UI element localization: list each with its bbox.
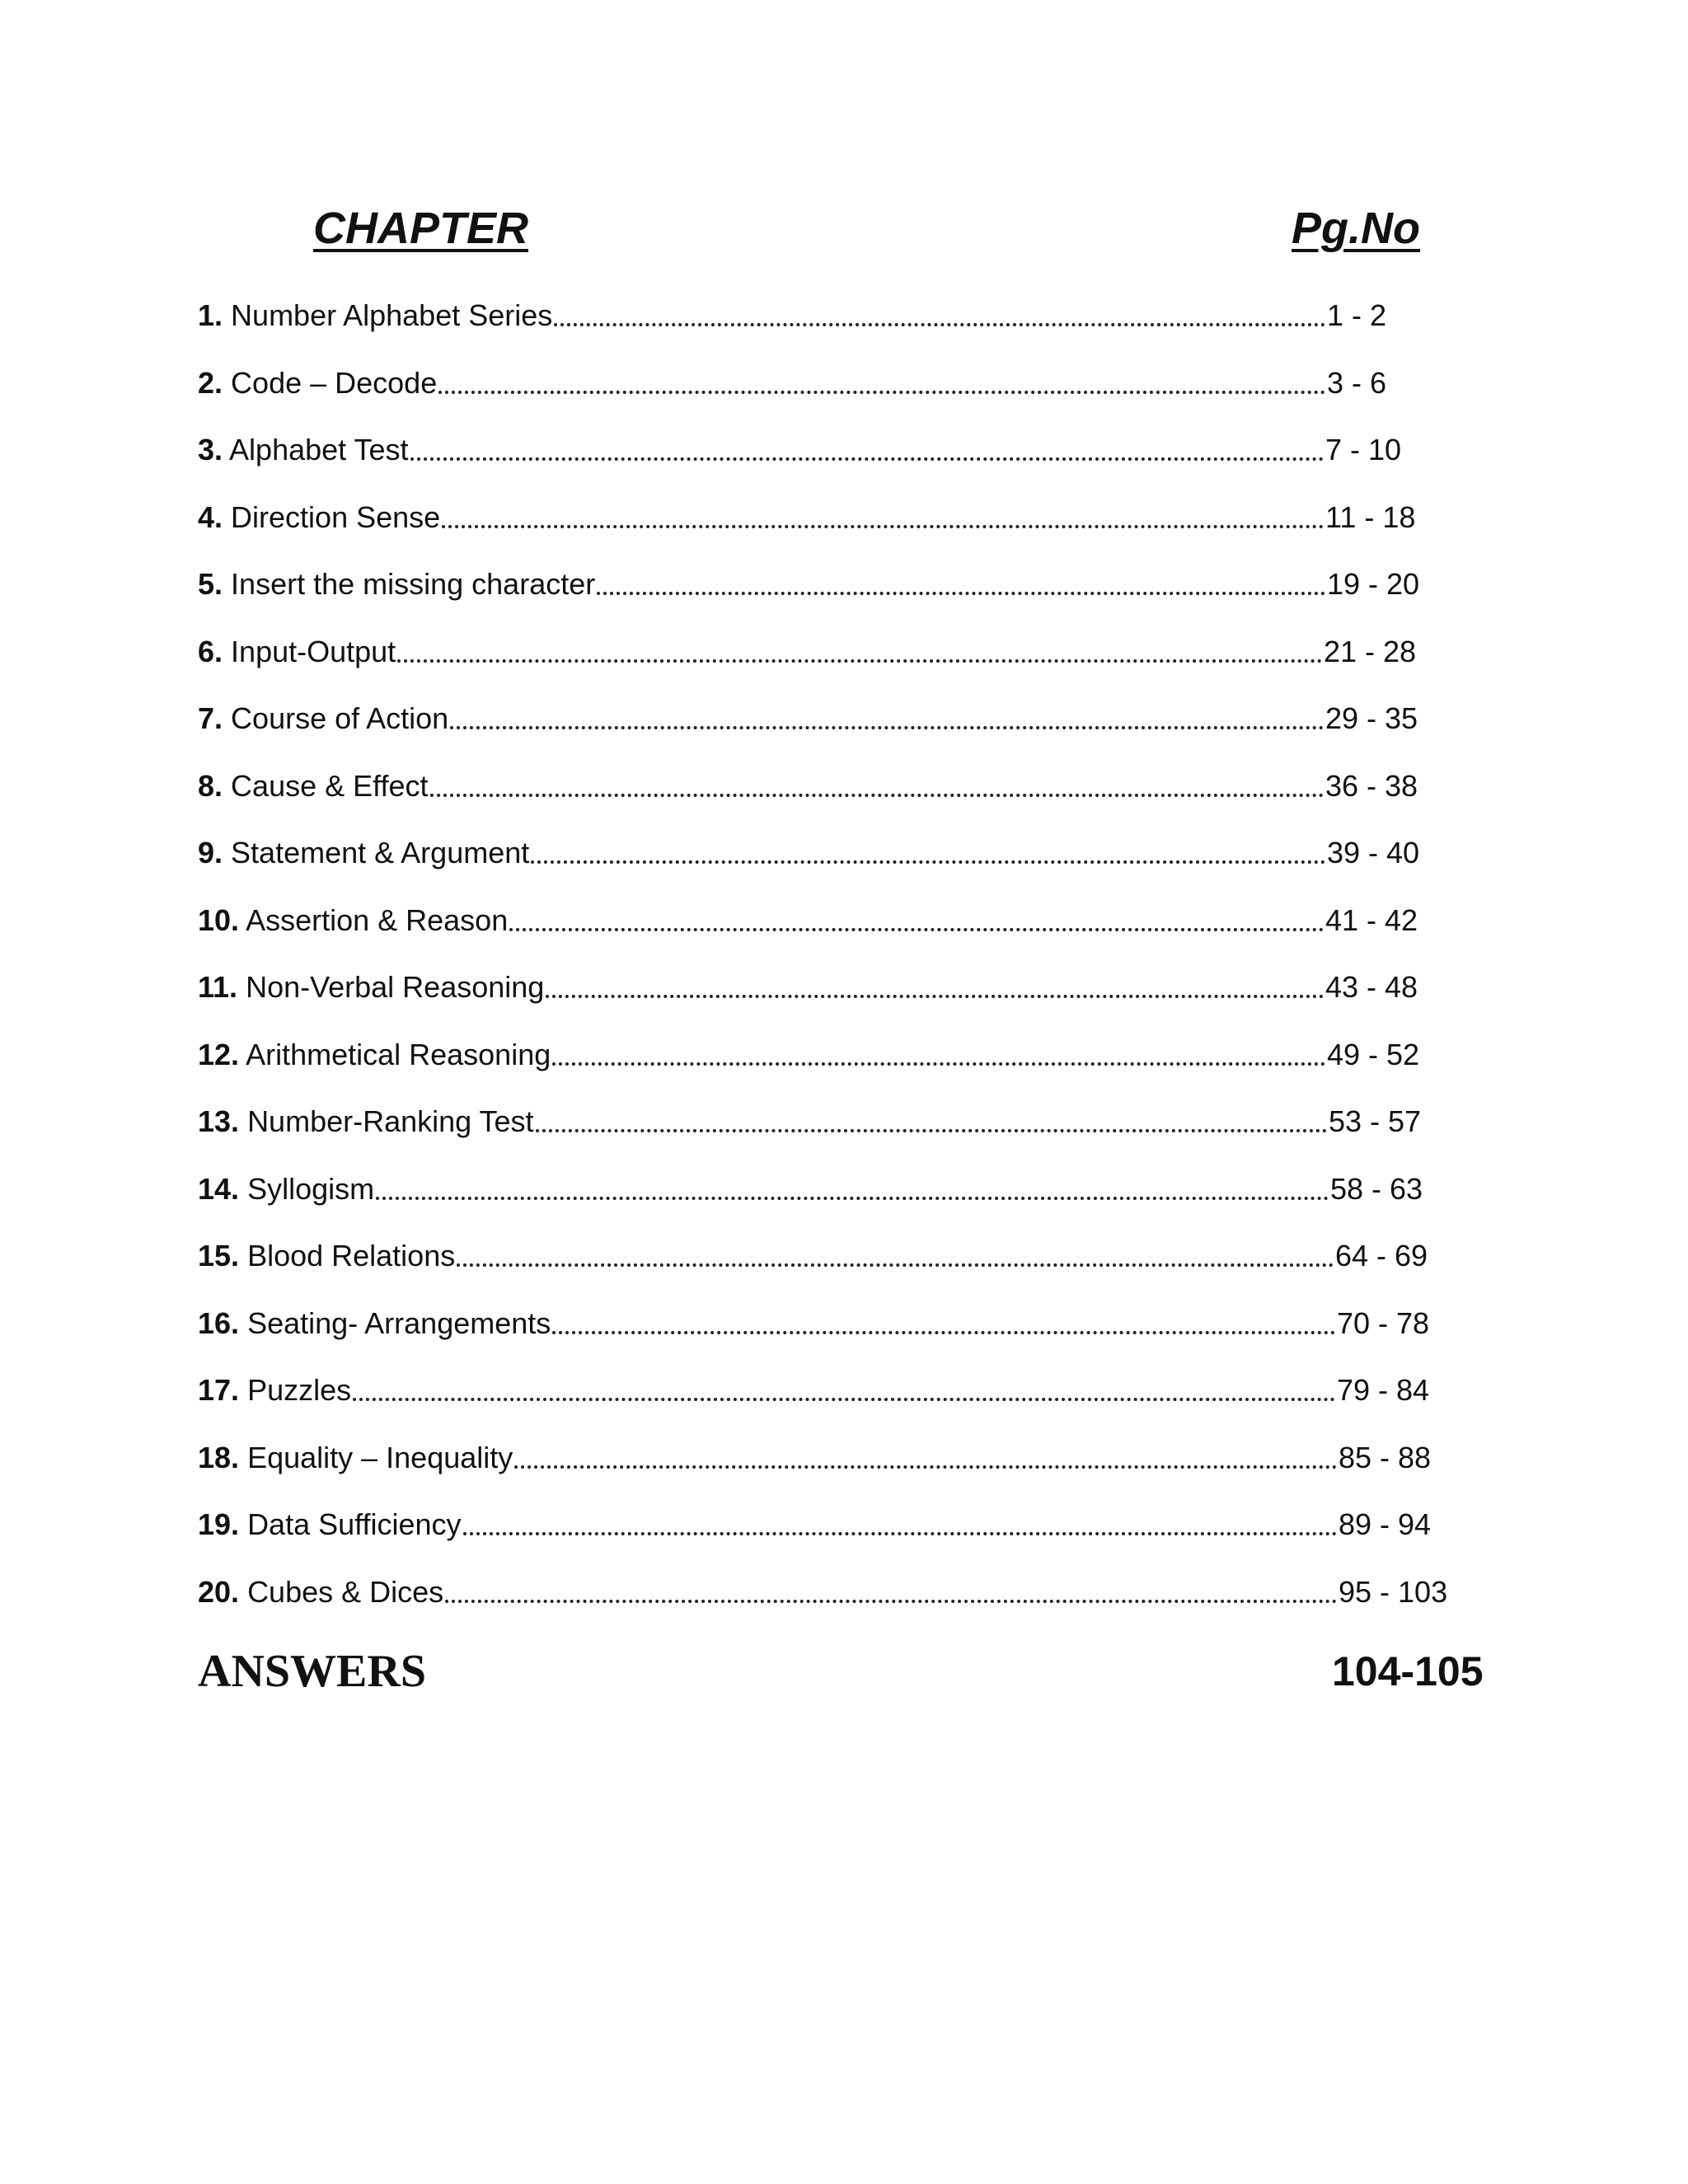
- toc-number: 7.: [198, 701, 223, 735]
- dot-leader: [531, 860, 1325, 864]
- toc-pages: 11 - 18: [1325, 499, 1416, 534]
- toc-row: [198, 698, 1484, 739]
- toc-number: 9.: [198, 836, 223, 869]
- toc-number: 8.: [198, 768, 223, 803]
- toc-title: Direction Sense: [231, 499, 441, 534]
- toc-title: Equality – Inequality: [247, 1440, 513, 1474]
- toc-pages: 21 - 28: [1324, 634, 1417, 668]
- dot-leader: [554, 323, 1325, 326]
- toc-number: 5.: [198, 567, 223, 601]
- page-number-heading: Pg.No: [1292, 204, 1420, 253]
- toc-row: [198, 1303, 1484, 1344]
- toc-number: 1.: [198, 298, 223, 332]
- dot-leader: [438, 391, 1325, 394]
- toc-number: 20.: [198, 1574, 240, 1609]
- toc-title: Arithmetical Reasoning: [246, 1037, 551, 1071]
- toc-row: [198, 1572, 1484, 1613]
- toc-number: 10.: [198, 902, 240, 937]
- toc-pages: 53 - 57: [1329, 1104, 1422, 1138]
- toc-row: [198, 766, 1484, 807]
- dot-leader: [457, 1263, 1334, 1267]
- toc-title: Input-Output: [231, 634, 396, 668]
- toc-title: Course of Action: [231, 701, 449, 735]
- toc-pages: 36 - 38: [1325, 768, 1418, 803]
- toc-pages: 39 - 40: [1327, 836, 1420, 869]
- dot-leader: [450, 726, 1324, 729]
- dot-leader: [397, 659, 1322, 663]
- toc-title: Blood Relations: [247, 1239, 456, 1272]
- toc-number: 18.: [198, 1440, 240, 1474]
- answers-label: ANSWERS: [198, 1646, 426, 1697]
- toc-pages: 7 - 10: [1325, 433, 1402, 466]
- toc-row: [198, 429, 1484, 471]
- dot-leader: [430, 794, 1324, 797]
- toc-title: Seating- Arrangements: [247, 1305, 551, 1340]
- toc-number: 15.: [198, 1239, 240, 1272]
- toc-pages: 3 - 6: [1327, 365, 1387, 400]
- toc-row: [198, 497, 1484, 538]
- dot-leader: [410, 457, 1324, 461]
- toc-title: Data Sufficiency: [247, 1507, 462, 1541]
- toc-pages: 49 - 52: [1327, 1037, 1420, 1071]
- toc-number: 4.: [198, 499, 223, 534]
- toc-row: [198, 900, 1484, 941]
- toc-pages: 58 - 63: [1330, 1171, 1423, 1206]
- toc-row: [198, 1370, 1484, 1411]
- toc-row: [198, 1235, 1484, 1277]
- toc-pages: 85 - 88: [1339, 1440, 1432, 1474]
- dot-leader: [552, 1331, 1335, 1334]
- toc-title: Number-Ranking Test: [247, 1104, 534, 1138]
- toc-number: 17.: [198, 1373, 240, 1407]
- toc-number: 16.: [198, 1305, 240, 1340]
- toc-row: [198, 1169, 1484, 1210]
- toc-row: [198, 564, 1484, 605]
- toc-title: Code – Decode: [231, 365, 438, 400]
- toc-title: Cubes & Dices: [247, 1574, 444, 1609]
- dot-leader: [597, 592, 1325, 595]
- chapter-heading: CHAPTER: [313, 204, 529, 253]
- toc-title: Cause & Effect: [231, 768, 429, 803]
- toc-pages: 1 - 2: [1327, 298, 1387, 332]
- toc-row: [198, 1101, 1484, 1142]
- toc-title: Puzzles: [247, 1373, 352, 1407]
- toc-number: 13.: [198, 1104, 240, 1138]
- toc-number: 2.: [198, 365, 223, 400]
- toc-pages: 95 - 103: [1339, 1574, 1448, 1609]
- dot-leader: [376, 1197, 1329, 1200]
- toc-row: [198, 363, 1484, 404]
- toc-pages: 79 - 84: [1337, 1373, 1430, 1407]
- toc-title: Statement & Argument: [231, 836, 530, 869]
- answers-pages: 104-105: [1332, 1648, 1484, 1694]
- dot-leader: [509, 928, 1324, 931]
- toc-number: 19.: [198, 1507, 240, 1541]
- toc-row: [198, 967, 1484, 1008]
- toc-number: 12.: [198, 1037, 240, 1071]
- toc-title: Assertion & Reason: [246, 902, 509, 937]
- toc-number: 11.: [198, 970, 238, 1004]
- toc-title: Number Alphabet Series: [231, 298, 553, 332]
- toc-row: [198, 295, 1484, 336]
- dot-leader: [463, 1532, 1337, 1535]
- toc-pages: 41 - 42: [1325, 902, 1418, 937]
- toc-pages: 19 - 20: [1327, 567, 1420, 601]
- toc-pages: 64 - 69: [1335, 1239, 1428, 1272]
- toc-pages: 43 - 48: [1325, 970, 1418, 1004]
- toc-pages: 89 - 94: [1339, 1507, 1432, 1541]
- toc-pages: 70 - 78: [1337, 1305, 1430, 1340]
- toc-row: [198, 1034, 1484, 1076]
- toc-number: 14.: [198, 1171, 240, 1206]
- toc-pages: 29 - 35: [1325, 701, 1418, 735]
- toc-title: Insert the missing character: [231, 567, 596, 601]
- toc-number: 3.: [198, 433, 223, 466]
- toc-row: [198, 1504, 1484, 1545]
- dot-leader: [552, 1062, 1325, 1066]
- toc-title: Non-Verbal Reasoning: [246, 970, 545, 1004]
- toc-title: Alphabet Test: [229, 433, 409, 466]
- dot-leader: [442, 525, 1324, 528]
- dot-leader: [546, 995, 1324, 998]
- toc-row: [198, 631, 1484, 673]
- dot-leader: [514, 1465, 1337, 1469]
- dot-leader: [536, 1129, 1327, 1132]
- toc-title: Syllogism: [247, 1171, 375, 1206]
- toc-row: [198, 832, 1484, 874]
- dot-leader: [445, 1600, 1337, 1603]
- dot-leader: [353, 1398, 1335, 1401]
- toc-row: [198, 1437, 1484, 1479]
- toc-number: 6.: [198, 634, 223, 668]
